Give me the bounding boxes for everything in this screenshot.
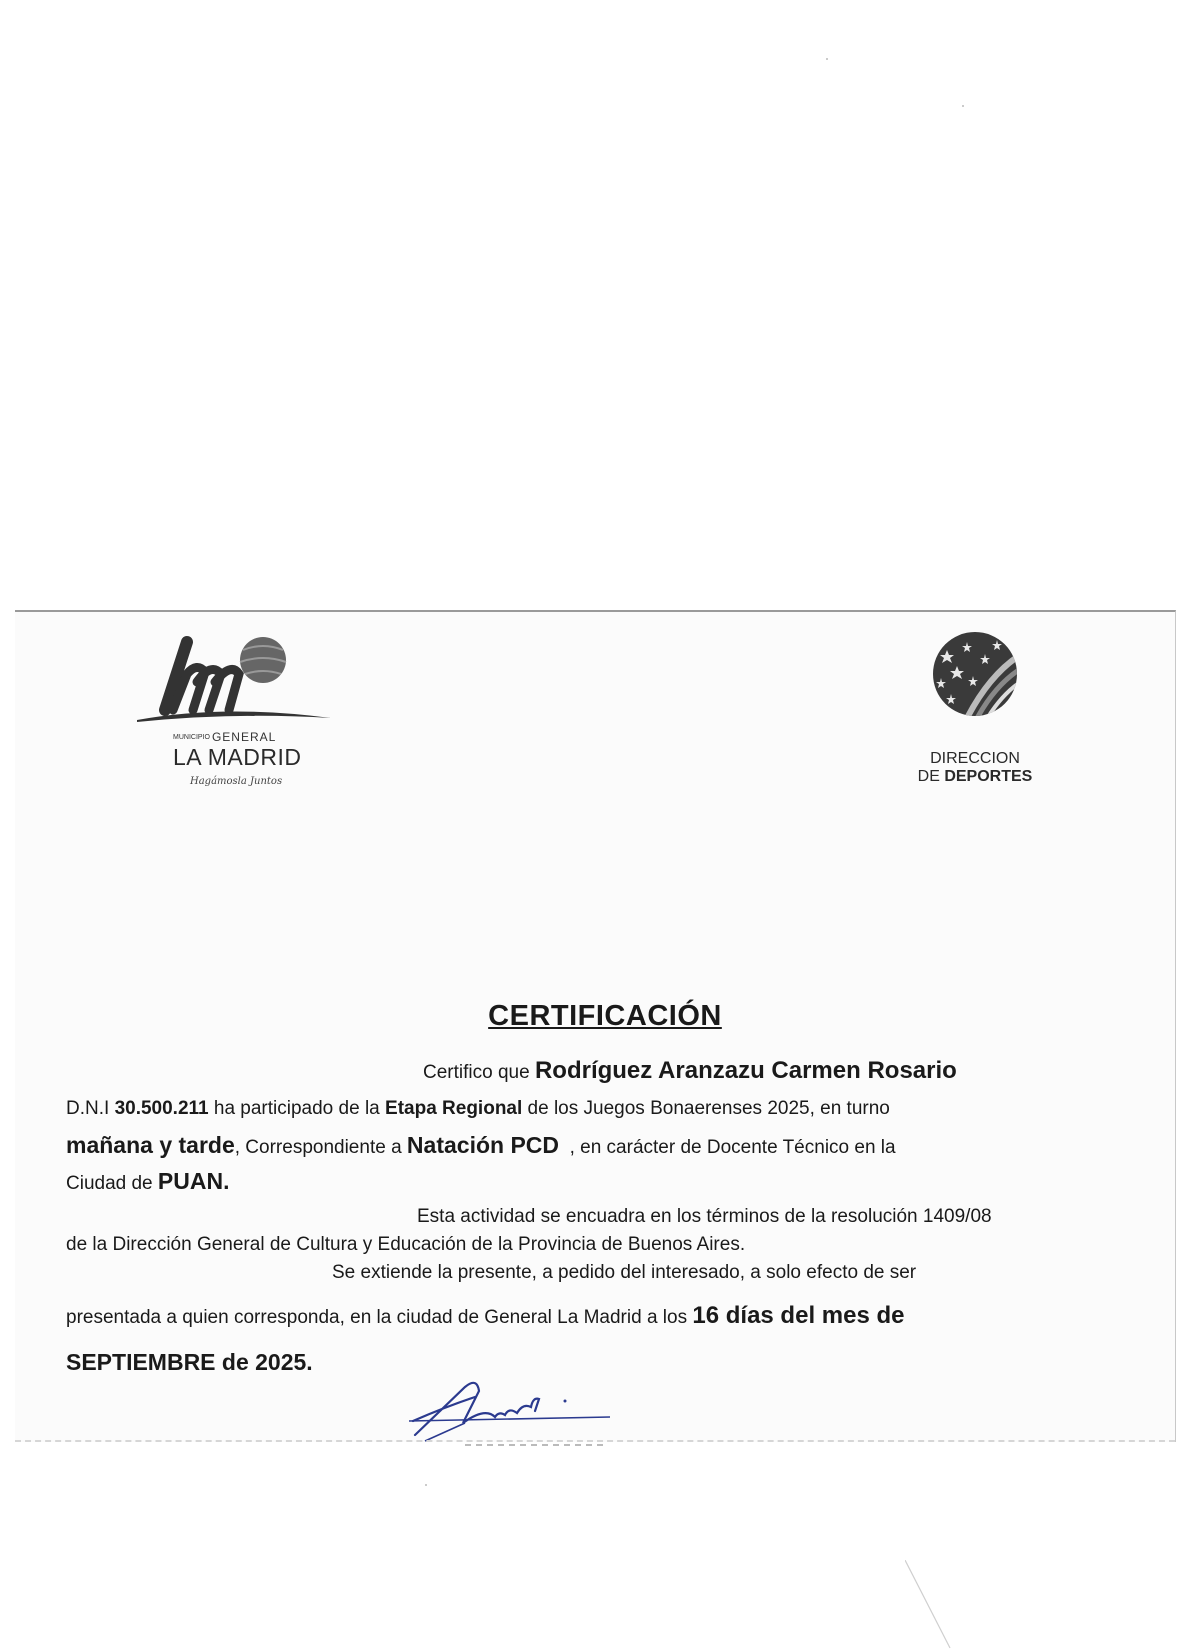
body-line-8	[66, 1302, 904, 1330]
body-line-3	[66, 1132, 896, 1159]
certifico-text: Certifico que	[423, 1062, 530, 1083]
date-days: 16 días del mes de	[692, 1302, 905, 1329]
sheet-edge	[15, 1440, 1175, 1442]
municipio-label: MUNICIPIO GENERAL	[173, 730, 277, 744]
body-line-7: Se extiende la presente, a pedido del interesado, a solo efecto de ser	[332, 1262, 917, 1283]
correspondiente-text: , Correspondiente a	[234, 1137, 402, 1158]
caracter-text: , en carácter de Docente Técnico en la	[569, 1137, 896, 1158]
body-line-1	[423, 1057, 957, 1085]
municipio-logo	[115, 632, 355, 802]
body-line-9	[66, 1349, 313, 1376]
scan-speck	[826, 58, 828, 60]
scan-artifact-line	[905, 1560, 965, 1651]
municipio-name: LA MADRID	[173, 744, 302, 770]
juegos-text: de los Juegos Bonaerenses 2025, en turno	[527, 1098, 890, 1119]
body-line-2	[66, 1098, 890, 1120]
presentada-text: presentada a quien corresponda, en la ciudad de General La Madrid a los	[66, 1307, 688, 1328]
direccion-label: DIRECCION	[930, 750, 1020, 767]
participado-text: ha participado de la	[213, 1098, 380, 1119]
dni-number: 30.500.211	[114, 1098, 209, 1119]
scan-speck	[962, 105, 964, 107]
deportes-globe-icon	[895, 632, 1055, 744]
body-line-4	[66, 1168, 229, 1195]
ciudad-text: Ciudad de	[66, 1173, 153, 1194]
certificate-sheet	[15, 610, 1176, 1442]
deportes-label: DE DEPORTES	[917, 768, 1033, 785]
dni-label: D.N.I	[66, 1098, 110, 1119]
stage-name: Etapa Regional	[385, 1098, 523, 1119]
body-line-6: de la Dirección General de Cultura y Educación de la Provincia de Buenos Aires.	[66, 1234, 746, 1255]
discipline-value: Natación PCD	[406, 1132, 560, 1158]
direccion-deportes-logo	[895, 632, 1055, 785]
date-month-year: SEPTIEMBRE de 2025.	[66, 1349, 313, 1375]
municipio-slogan: Hagámosla Juntos	[190, 776, 283, 787]
scan-speck	[425, 1484, 427, 1486]
certificate-title: CERTIFICACIÓN	[488, 1000, 722, 1032]
person-name: Rodríguez Aranzazu Carmen Rosario	[534, 1057, 957, 1084]
handwritten-signature	[405, 1377, 645, 1447]
body-line-5: Esta actividad se encuadra en los términos de la resolución 1409/08	[417, 1206, 992, 1227]
turno-value: mañana y tarde	[66, 1132, 235, 1158]
city-value: PUAN.	[157, 1168, 230, 1194]
lm-monogram-icon	[135, 632, 335, 732]
